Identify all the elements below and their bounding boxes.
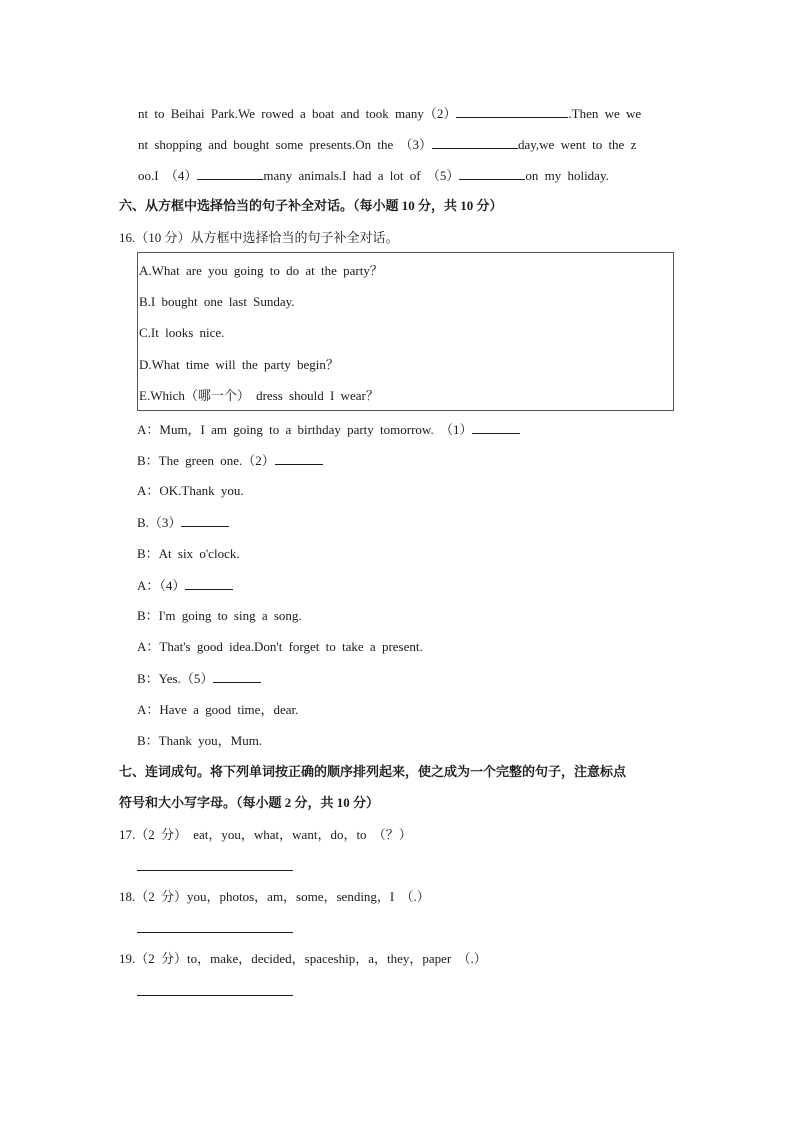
passage-line-1 <box>138 105 678 122</box>
dialogue-text: B：I'm going to sing a song. <box>137 608 302 623</box>
dialogue-line-6 <box>137 577 233 594</box>
passage-line-3 <box>138 167 678 184</box>
passage-line-3-part3: on my holiday. <box>525 168 609 183</box>
section-6-heading: 六、从方框中选择恰当的句子补全对话。（每小题 10 分，共 10 分） <box>119 198 503 213</box>
dialogue-line-5 <box>137 546 240 562</box>
passage-line-1-text: nt to Beihai Park.We rowed a boat and took many（2） <box>138 106 457 121</box>
dialogue-blank-5[interactable] <box>213 670 261 683</box>
passage-line-3-part2: many animals.I had a lot of （5） <box>263 168 460 183</box>
dialogue-text: B：At six o'clock. <box>137 546 240 561</box>
dialogue-line-7 <box>137 608 302 624</box>
passage-line-3-part1: oo.I （4） <box>138 168 198 183</box>
question-17: 17.（2 分） eat，you，what，want，do，to （？） <box>119 827 412 842</box>
option-e: E.Which（哪一个） dress should I wear？ <box>139 388 379 403</box>
dialogue-blank-1[interactable] <box>472 421 520 434</box>
option-d: D.What time will the party begin？ <box>139 357 339 372</box>
blank-5[interactable] <box>459 167 525 180</box>
dialogue-line-1 <box>137 421 520 438</box>
dialogue-text: B：Yes.（5） <box>137 671 214 686</box>
section-7-heading-line-1: 七、连词成句。将下列单词按正确的顺序排列起来，使之成为一个完整的句子，注意标点 <box>119 764 627 779</box>
dialogue-text: A：Mum，I am going to a birthday party tomorrow. （1） <box>137 422 473 437</box>
option-c: C.It looks nice. <box>139 325 225 340</box>
dialogue-blank-4[interactable] <box>185 577 233 590</box>
question-16: 16.（10 分）从方框中选择恰当的句子补全对话。 <box>119 230 399 245</box>
dialogue-line-3 <box>137 483 244 499</box>
dialogue-line-9 <box>137 670 261 687</box>
answer-line-17[interactable] <box>137 870 293 871</box>
dialogue-line-2 <box>137 452 323 469</box>
dialogue-text: A：（4） <box>137 578 186 593</box>
option-a: A.What are you going to do at the party？ <box>139 263 383 278</box>
blank-3[interactable] <box>432 136 518 149</box>
dialogue-text: B.（3） <box>137 515 182 530</box>
question-18: 18.（2 分）you，photos，am，some，sending，I （.） <box>119 889 430 904</box>
section-7-heading-line-2: 符号和大小写字母。（每小题 2 分，共 10 分） <box>119 795 380 810</box>
dialogue-blank-2[interactable] <box>275 452 323 465</box>
dialogue-line-4 <box>137 514 229 531</box>
option-b: B.I bought one last Sunday. <box>139 294 295 309</box>
passage-line-1-after: .Then we we <box>568 106 642 121</box>
dialogue-line-10 <box>137 702 298 718</box>
passage-line-2-after: day,we went to the z <box>517 137 637 152</box>
answer-line-18[interactable] <box>137 932 293 933</box>
dialogue-text: A：That's good idea.Don't forget to take a present. <box>137 639 423 654</box>
dialogue-text: B：Thank you，Mum. <box>137 733 263 748</box>
blank-2[interactable] <box>456 105 568 118</box>
passage-line-2 <box>138 136 678 153</box>
blank-4[interactable] <box>197 167 263 180</box>
question-19: 19.（2 分）to，make，decided，spaceship，a，they，paper （.） <box>119 951 487 966</box>
dialogue-text: A：OK.Thank you. <box>137 483 244 498</box>
dialogue-text: B：The green one.（2） <box>137 453 275 468</box>
dialogue-line-11 <box>137 733 262 749</box>
passage-line-2-text: nt shopping and bought some presents.On the （3） <box>138 137 432 152</box>
dialogue-line-8 <box>137 639 423 655</box>
answer-line-19[interactable] <box>137 995 293 996</box>
dialogue-blank-3[interactable] <box>181 514 229 527</box>
options-box <box>137 252 674 411</box>
dialogue-text: A：Have a good time，dear. <box>137 702 299 717</box>
